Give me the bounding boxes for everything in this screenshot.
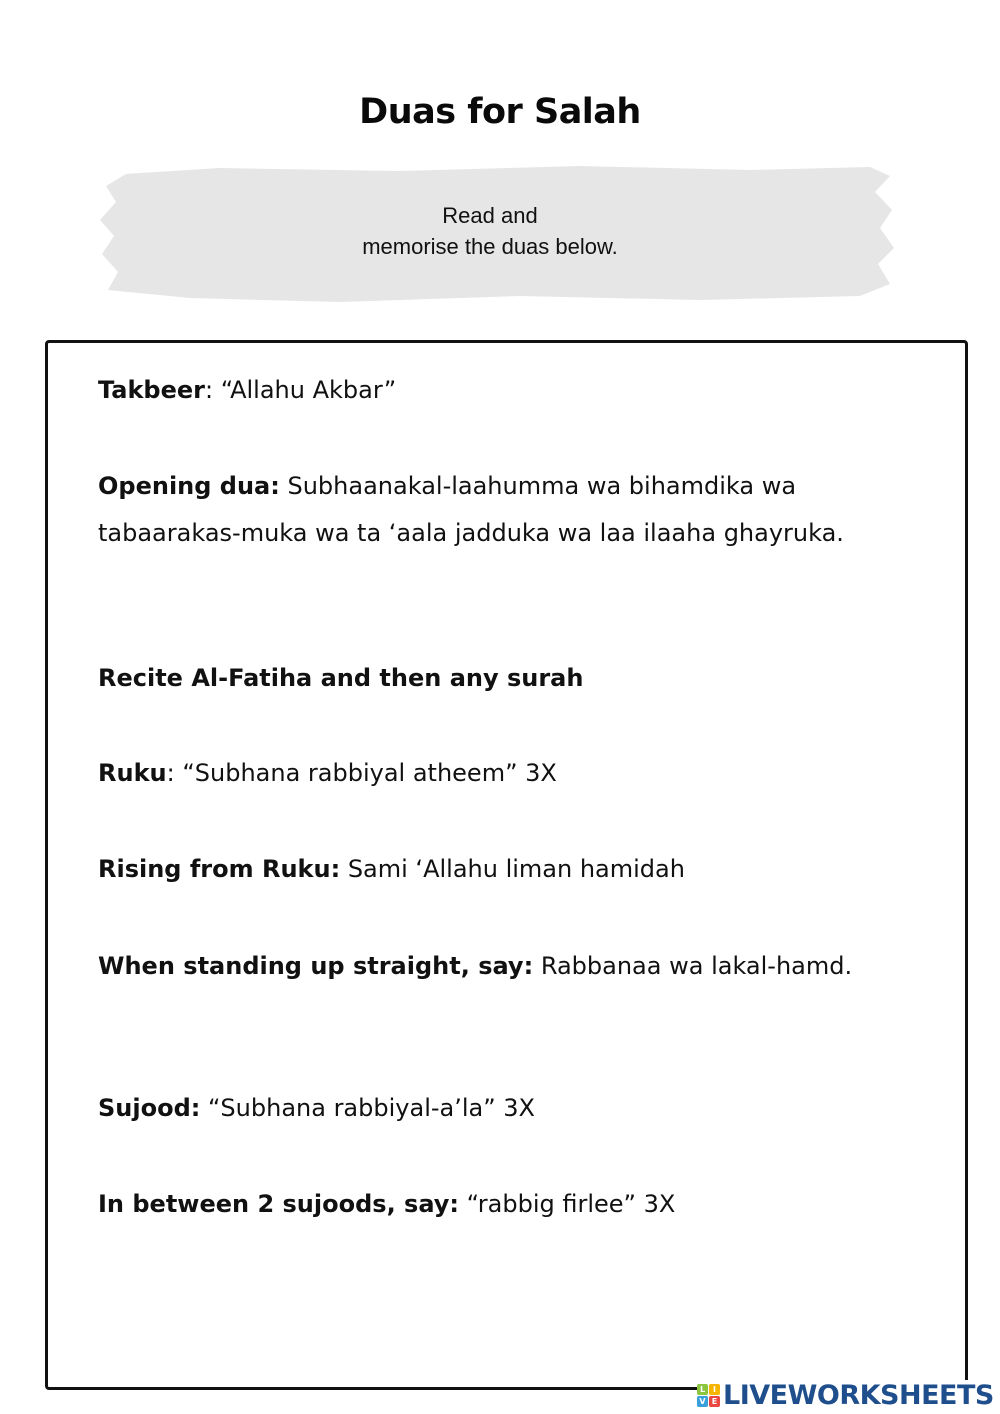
dua-ruku [98,750,888,797]
dua-text: Subhaanakal-laahumma wa bihamdika wa tabaarakas-muka wa ta ‘aala jadduka wa laa ilaaha ghayruka. [98,472,844,547]
dua-text: Rabbanaa wa lakal-hamd. [533,952,853,980]
liveworksheets-logo [697,1380,998,1410]
dua-label: In between 2 sujoods, say: [98,1190,460,1218]
dua-label: Ruku [98,759,167,787]
dua-sujood [98,1085,888,1132]
instruction-banner [100,162,895,304]
dua-label: When standing up straight, say: [98,952,534,980]
dua-standing-straight [98,943,888,990]
dua-text: : “Allahu Akbar” [205,376,397,404]
dua-text: “Subhana rabbiyal-a’la” 3X [200,1094,535,1122]
dua-text: Sami ‘Allahu liman hamidah [340,855,685,883]
page-title: Duas for Salah [359,92,641,132]
logo-tile: L [697,1384,708,1395]
dua-label: Rising from Ruku: [98,855,341,883]
logo-tiles-icon [697,1384,720,1407]
dua-between-sujoods [98,1181,888,1228]
logo-tile: V [697,1396,708,1407]
dua-label: Takbeer [98,376,206,404]
dua-fatiha [98,655,888,702]
dua-rising-from-ruku [98,846,888,893]
dua-text: : “Subhana rabbiyal atheem” 3X [166,759,557,787]
instruction-line-2: memorise the duas below. [362,234,618,259]
dua-opening [98,463,888,557]
dua-label: Sujood: [98,1094,201,1122]
dua-label: Recite Al-Fatiha and then any surah [98,664,584,692]
dua-takbeer [98,367,888,414]
dua-text: “rabbig firlee” 3X [459,1190,676,1218]
dua-label: Opening dua: [98,472,280,500]
logo-wordmark: LIVEWORKSHEETS [723,1379,994,1411]
logo-tile: E [709,1396,720,1407]
instruction-line-1: Read and [442,203,538,228]
logo-tile: I [709,1384,720,1395]
